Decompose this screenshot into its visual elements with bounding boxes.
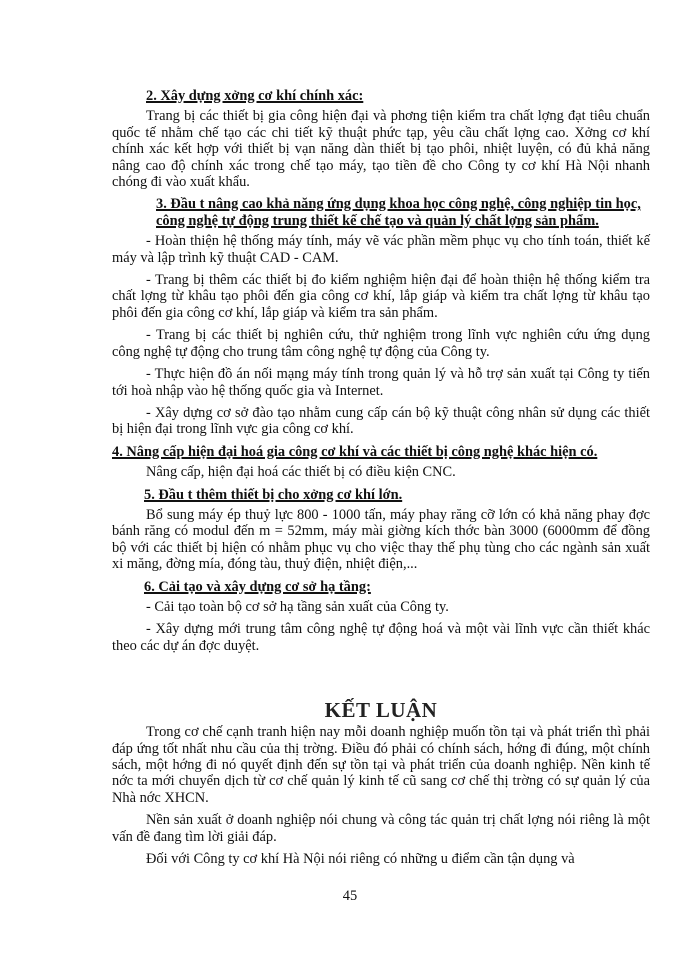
section-3-item: - Xây dựng cơ sở đào tạo nhằm cung cấp cán bộ kỹ thuật công nhân sử dụng các thiết bị hiện đại trong lĩnh vực gia công cơ khí. [112, 404, 650, 438]
section-2-heading: 2. Xây dựng xởng cơ khí chính xác: [146, 88, 364, 104]
section-3-item: - Trang bị thêm các thiết bị đo kiểm nghiệm hiện đại để hoàn thiện hệ thống kiểm tra chất lợng từ khâu tạo phôi đến gia công cơ khí, lắp giáp và kiểm tra chất lợng từ khâu tạo phôi đến gia công cơ khí, lắp giáp và kiểm tra sản phẩm. [112, 272, 650, 321]
section-2-body: Trang bị các thiết bị gia công hiện đại và phơng tiện kiểm tra chất lợng đạt tiêu chuẩn quốc tế nhằm chế tạo các chi tiết kỹ thuật phức tạp, yêu cầu chất lợng cao. Xởng cơ khí chính xác kết hợp với thiết bị vạn năng dàn thiết bị tạo phôi, nhiệt luyện, có đủ khả năng nâng cao độ chính xác trong chế tạo máy, tạo tiền đề cho Công ty cơ khí Hà Nội nhanh chóng đi vào xuất khẩu. [112, 108, 650, 191]
section-3-heading: 3. Đầu t nâng cao khả năng ứng dụng khoa học công nghệ, công nghiệp tin học, công nghệ tự động trung thiết kế chế tạo và quản lý chất lợng sản phẩm. [156, 196, 641, 229]
page-number: 45 [342, 888, 358, 904]
section-4-body: Nâng cấp, hiện đại hoá các thiết bị có điều kiện CNC. [146, 464, 456, 481]
section-3-item: - Thực hiện đồ án nối mạng máy tính trong quản lý và hỗ trợ sản xuất tại Công ty tiến tới hoà nhập vào hệ thống quốc gia và Internet. [112, 366, 650, 399]
section-6-item: - Xây dựng mới trung tâm công nghệ tự động hoá và một vài lĩnh vực cần thiết khác theo các dự án đợc duyệt. [112, 621, 650, 654]
section-3-item: - Hoàn thiện hệ thống máy tính, máy vẽ vác phần mềm phục vụ cho tính toán, thiết kế máy và lập trình kỹ thuật CAD - CAM. [112, 233, 650, 266]
conclusion-title: KẾT LUẬN [324, 698, 438, 723]
section-4-heading: 4. Nâng cấp hiện đại hoá gia công cơ khí và các thiết bị công nghệ khác hiện có. [112, 443, 598, 460]
section-6-item: - Cải tạo toàn bộ cơ sở hạ tầng sản xuất của Công ty. [146, 598, 449, 615]
section-6-heading: 6. Cải tạo và xây dựng cơ sở hạ tầng: [144, 578, 371, 595]
section-3-item: - Trang bị các thiết bị nghiên cứu, thử nghiệm trong lĩnh vực nghiên cứu ứng dụng công nghệ tự động cho trung tâm công nghệ tự động của Công ty. [112, 327, 650, 360]
conclusion-paragraph: Đối với Công ty cơ khí Hà Nội nói riêng có những u điểm cần tận dụng và [146, 851, 575, 868]
section-5-body: Bổ sung máy ép thuỷ lực 800 - 1000 tấn, máy phay răng cỡ lớn có khả năng phay đợc bánh răng có modul đến m = 52mm, máy mài giờng kích thớc bàn 3000 (6000mm để đồng bộ với các thiết bị hiện có nhằm phục vụ cho việc thay thế phụ tùng cho các ngành sản xuất xi măng, đờng mía, đóng tàu, thuỷ điện, nhiệt điện,... [112, 506, 650, 573]
conclusion-paragraph: Nền sản xuất ở doanh nghiệp nói chung và công tác quản trị chất lợng nói riêng là một vấn đề đang tìm lời giải đáp. [112, 812, 650, 845]
section-5-heading: 5. Đầu t thêm thiết bị cho xởng cơ khí lớn. [144, 486, 403, 503]
conclusion-paragraph: Trong cơ chế cạnh tranh hiện nay mỗi doanh nghiệp muốn tồn tại và phát triển thì phải đáp ứng tốt nhất nhu cầu của thị trờng. Điều đó phải có chính sách, hớng đi đúng, một chính sách, một hớng đi nó quyết định đến sự tồn tại và phát triển của doanh nghiệp. Nền kinh tế nớc ta mới chuyển dịch từ cơ chế quản lý kinh tế cũ sang cơ chế thị trờng có sự quản lý của Nhà nớc XHCN. [112, 724, 650, 806]
